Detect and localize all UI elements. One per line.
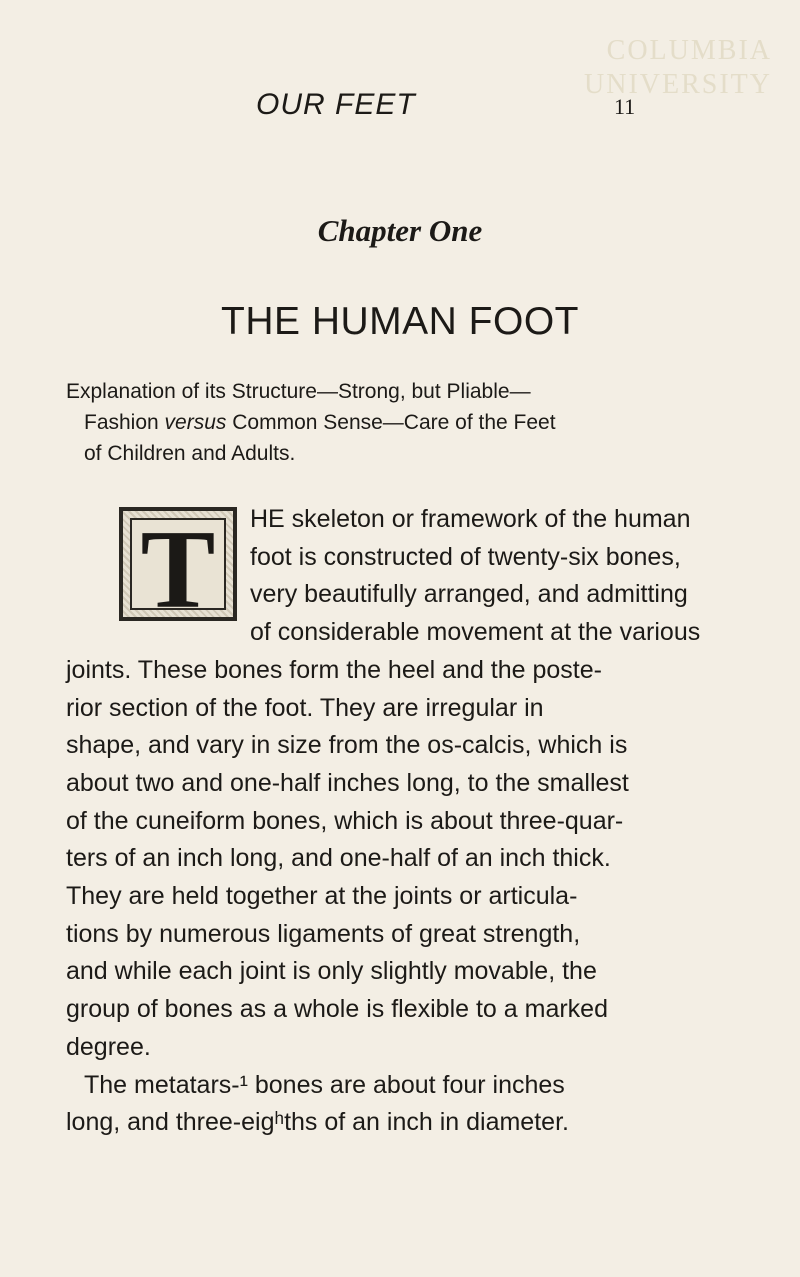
page-number: 11 bbox=[614, 94, 636, 119]
body-line: foot is constructed of twenty-six bones, bbox=[250, 542, 681, 571]
body-line: joints. These bones form the heel and the poste- bbox=[66, 655, 602, 684]
body-line: They are held together at the joints or articula- bbox=[66, 882, 578, 911]
body-line: degree. bbox=[66, 1032, 151, 1061]
watermark-line-2: UNIVERSITY bbox=[584, 69, 772, 100]
chapter-summary bbox=[66, 376, 736, 469]
body-line: group of bones as a whole is flexible to a marked bbox=[66, 995, 608, 1024]
body-line: of the cuneiform bones, which is about three-quar- bbox=[66, 806, 624, 835]
body-line: ters of an inch long, and one-half of an inch thick. bbox=[66, 844, 611, 873]
body-line: shape, and vary in size from the os-calcis, which is bbox=[66, 731, 628, 760]
body-line: of considerable movement at the various bbox=[250, 618, 701, 647]
body-line: long, and three-eigʰths of an inch in diameter. bbox=[66, 1108, 569, 1137]
body-line: HE skeleton or framework of the human bbox=[250, 505, 691, 533]
body-line: about two and one-half inches long, to the smallest bbox=[66, 768, 629, 797]
body-line: very beautifully arranged, and admitting bbox=[250, 580, 688, 609]
body-line: and while each joint is only slightly movable, the bbox=[66, 957, 597, 986]
body-line: tions by numerous ligaments of great strength, bbox=[66, 919, 581, 948]
summary-line: Explanation of its Structure—Strong, but Pliable— bbox=[66, 380, 531, 403]
watermark-line-1: COLUMBIA bbox=[606, 35, 772, 66]
summary-emphasis: versus bbox=[164, 411, 227, 434]
running-head: OUR FEET bbox=[256, 88, 416, 121]
chapter-title: THE HUMAN FOOT bbox=[221, 300, 579, 343]
dropcap-letter: T bbox=[140, 508, 216, 632]
chapter-label: Chapter One bbox=[317, 213, 483, 248]
body-line: The metatars‐¹ bones are about four inches bbox=[84, 1070, 565, 1099]
summary-line: Fashion versus Common Sense—Care of the Feet bbox=[84, 411, 556, 434]
body-line: rior section of the foot. They are irregular in bbox=[66, 693, 544, 722]
library-watermark bbox=[562, 34, 772, 102]
summary-line: of Children and Adults. bbox=[84, 442, 296, 465]
body-text bbox=[66, 501, 756, 1142]
